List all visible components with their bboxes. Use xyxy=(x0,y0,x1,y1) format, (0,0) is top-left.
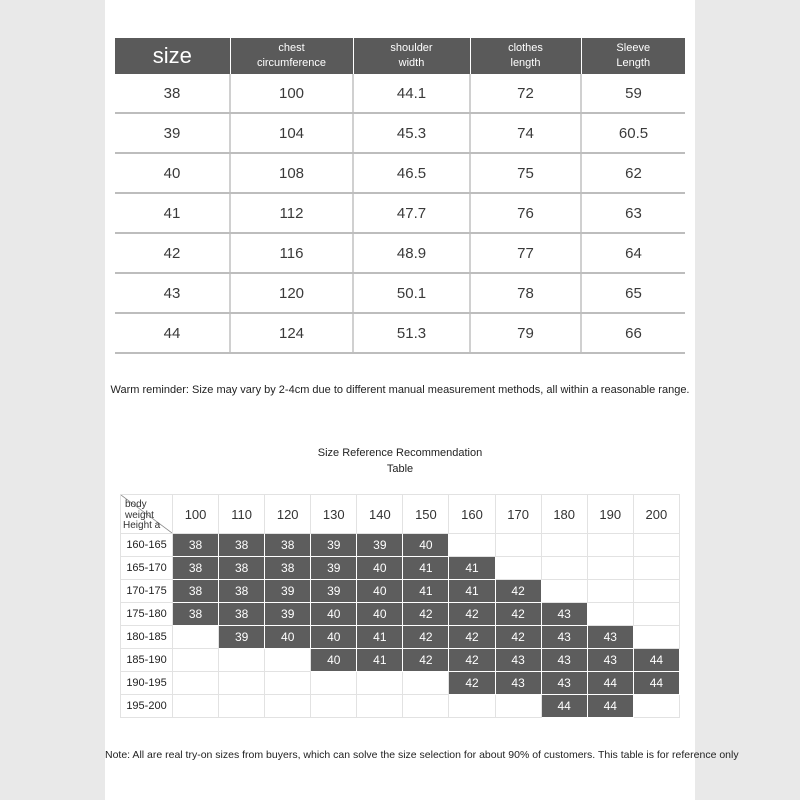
header-shoulder-label: shoulder width xyxy=(390,42,433,69)
footnote: Note: All are real try-on sizes from buyers, which can solve the size selection for about 90% of customers. This table is for reference only xyxy=(105,749,739,761)
size-table-header xyxy=(115,38,685,74)
recommended-size-cell: 43 xyxy=(587,626,633,649)
weight-header-cell: 180 xyxy=(541,495,587,534)
recommended-size-cell: 40 xyxy=(265,626,311,649)
recommended-size-cell: 40 xyxy=(311,626,357,649)
recommended-size-cell: 38 xyxy=(219,534,265,557)
cell-sleeve-length: 62 xyxy=(581,153,685,193)
header-shoulder xyxy=(353,38,470,74)
cell-size: 44 xyxy=(115,313,230,353)
recommended-size-cell: 38 xyxy=(265,557,311,580)
recommended-size-cell: 42 xyxy=(449,672,495,695)
size-row xyxy=(115,273,685,313)
cell-clothes-length: 74 xyxy=(470,113,581,153)
weight-header-cell: 140 xyxy=(357,495,403,534)
weight-header-cell: 200 xyxy=(633,495,679,534)
empty-cell xyxy=(265,649,311,672)
size-row xyxy=(115,193,685,233)
weight-header-cell: 120 xyxy=(265,495,311,534)
empty-cell xyxy=(633,534,679,557)
recommended-size-cell: 39 xyxy=(265,580,311,603)
cell-shoulder: 44.1 xyxy=(353,74,470,113)
recommended-size-cell: 41 xyxy=(403,557,449,580)
empty-cell xyxy=(587,534,633,557)
warm-reminder: Warm reminder: Size may vary by 2-4cm due to different manual measurement methods, all within a reasonable range. xyxy=(110,384,690,396)
weight-header-cell: 190 xyxy=(587,495,633,534)
height-row xyxy=(121,672,680,695)
cell-clothes-length: 72 xyxy=(470,74,581,113)
cell-sleeve-length: 63 xyxy=(581,193,685,233)
recommended-size-cell: 38 xyxy=(219,557,265,580)
height-row xyxy=(121,557,680,580)
empty-cell xyxy=(633,626,679,649)
recommended-size-cell: 41 xyxy=(449,580,495,603)
header-chest-label: chest circumference xyxy=(256,42,327,69)
header-chest xyxy=(230,38,353,74)
recommended-size-cell: 38 xyxy=(265,534,311,557)
empty-cell xyxy=(357,672,403,695)
empty-cell xyxy=(265,695,311,718)
recommended-size-cell: 40 xyxy=(311,649,357,672)
size-row xyxy=(115,153,685,193)
cell-sleeve-length: 60.5 xyxy=(581,113,685,153)
recommended-size-cell: 39 xyxy=(311,557,357,580)
recommended-size-cell: 44 xyxy=(541,695,587,718)
recommended-size-cell: 43 xyxy=(495,649,541,672)
empty-cell xyxy=(495,695,541,718)
empty-cell xyxy=(449,534,495,557)
cell-size: 41 xyxy=(115,193,230,233)
recommended-size-cell: 40 xyxy=(357,603,403,626)
cell-shoulder: 50.1 xyxy=(353,273,470,313)
reference-title-line1: Size Reference Recommendation xyxy=(317,447,483,459)
height-row xyxy=(121,580,680,603)
cell-sleeve-length: 64 xyxy=(581,233,685,273)
height-row xyxy=(121,695,680,718)
empty-cell xyxy=(449,695,495,718)
size-row xyxy=(115,113,685,153)
empty-cell xyxy=(587,603,633,626)
recommended-size-cell: 43 xyxy=(541,626,587,649)
empty-cell xyxy=(633,695,679,718)
header-sleeve-length-label: Sleeve Length xyxy=(616,42,651,69)
cell-shoulder: 47.7 xyxy=(353,193,470,233)
recommended-size-cell: 39 xyxy=(311,534,357,557)
cell-chest: 120 xyxy=(230,273,353,313)
recommended-size-cell: 38 xyxy=(173,603,219,626)
weight-header-cell: 110 xyxy=(219,495,265,534)
recommended-size-cell: 44 xyxy=(633,649,679,672)
cell-shoulder: 51.3 xyxy=(353,313,470,353)
empty-cell xyxy=(173,626,219,649)
cell-chest: 108 xyxy=(230,153,353,193)
recommended-size-cell: 39 xyxy=(265,603,311,626)
empty-cell xyxy=(633,557,679,580)
weight-header-row xyxy=(121,495,680,534)
empty-cell xyxy=(633,603,679,626)
empty-cell xyxy=(541,534,587,557)
header-sleeve-length xyxy=(581,38,685,74)
cell-clothes-length: 79 xyxy=(470,313,581,353)
recommended-size-cell: 40 xyxy=(357,580,403,603)
cell-clothes-length: 77 xyxy=(470,233,581,273)
recommended-size-cell: 40 xyxy=(311,603,357,626)
cell-shoulder: 48.9 xyxy=(353,233,470,273)
empty-cell xyxy=(219,672,265,695)
recommended-size-cell: 43 xyxy=(541,672,587,695)
recommended-size-cell: 42 xyxy=(495,580,541,603)
empty-cell xyxy=(173,695,219,718)
height-label: 165-170 xyxy=(121,557,173,580)
weight-header-cell: 150 xyxy=(403,495,449,534)
recommended-size-cell: 43 xyxy=(495,672,541,695)
height-label: 160-165 xyxy=(121,534,173,557)
cell-size: 38 xyxy=(115,74,230,113)
size-reference-table xyxy=(120,494,680,718)
recommended-size-cell: 39 xyxy=(357,534,403,557)
empty-cell xyxy=(219,649,265,672)
cell-clothes-length: 76 xyxy=(470,193,581,233)
empty-cell xyxy=(311,672,357,695)
recommended-size-cell: 42 xyxy=(403,603,449,626)
cell-shoulder: 46.5 xyxy=(353,153,470,193)
height-label: 185-190 xyxy=(121,649,173,672)
recommended-size-cell: 43 xyxy=(541,649,587,672)
recommended-size-cell: 40 xyxy=(357,557,403,580)
recommended-size-cell: 41 xyxy=(357,626,403,649)
cell-size: 43 xyxy=(115,273,230,313)
recommended-size-cell: 41 xyxy=(449,557,495,580)
empty-cell xyxy=(403,695,449,718)
empty-cell xyxy=(265,672,311,695)
empty-cell xyxy=(219,695,265,718)
height-row xyxy=(121,603,680,626)
recommended-size-cell: 42 xyxy=(403,626,449,649)
height-label: 175-180 xyxy=(121,603,173,626)
cell-sleeve-length: 66 xyxy=(581,313,685,353)
cell-chest: 100 xyxy=(230,74,353,113)
reference-title-line2: Table xyxy=(386,463,414,475)
empty-cell xyxy=(495,557,541,580)
recommended-size-cell: 43 xyxy=(541,603,587,626)
header-clothes-length xyxy=(470,38,581,74)
recommended-size-cell: 38 xyxy=(173,580,219,603)
cell-size: 40 xyxy=(115,153,230,193)
size-row xyxy=(115,74,685,113)
recommended-size-cell: 42 xyxy=(449,626,495,649)
empty-cell xyxy=(587,557,633,580)
recommended-size-cell: 44 xyxy=(587,672,633,695)
recommended-size-cell: 42 xyxy=(495,626,541,649)
empty-cell xyxy=(173,672,219,695)
recommended-size-cell: 42 xyxy=(495,603,541,626)
reference-title xyxy=(105,445,695,477)
height-row xyxy=(121,649,680,672)
cell-shoulder: 45.3 xyxy=(353,113,470,153)
recommended-size-cell: 42 xyxy=(449,649,495,672)
cell-clothes-length: 78 xyxy=(470,273,581,313)
recommended-size-cell: 38 xyxy=(173,557,219,580)
height-label: 170-175 xyxy=(121,580,173,603)
recommended-size-cell: 41 xyxy=(357,649,403,672)
weight-header-cell: 130 xyxy=(311,495,357,534)
cell-chest: 104 xyxy=(230,113,353,153)
cell-clothes-length: 75 xyxy=(470,153,581,193)
empty-cell xyxy=(403,672,449,695)
corner-height-label: Height a xyxy=(123,520,161,531)
header-size: size xyxy=(115,38,230,74)
recommended-size-cell: 40 xyxy=(403,534,449,557)
cell-sleeve-length: 65 xyxy=(581,273,685,313)
cell-sleeve-length: 59 xyxy=(581,74,685,113)
weight-header-cell: 160 xyxy=(449,495,495,534)
empty-cell xyxy=(633,580,679,603)
recommended-size-cell: 39 xyxy=(311,580,357,603)
recommended-size-cell: 41 xyxy=(403,580,449,603)
recommended-size-cell: 39 xyxy=(219,626,265,649)
recommended-size-cell: 44 xyxy=(633,672,679,695)
weight-header-cell: 100 xyxy=(173,495,219,534)
recommended-size-cell: 43 xyxy=(587,649,633,672)
size-chart-page xyxy=(105,0,739,800)
weight-header-cell: 170 xyxy=(495,495,541,534)
height-label: 180-185 xyxy=(121,626,173,649)
recommended-size-cell: 38 xyxy=(173,534,219,557)
recommended-size-cell: 38 xyxy=(219,580,265,603)
size-row xyxy=(115,233,685,273)
height-row xyxy=(121,534,680,557)
header-clothes-length-label: clothes length xyxy=(508,42,543,69)
cell-chest: 116 xyxy=(230,233,353,273)
recommended-size-cell: 42 xyxy=(449,603,495,626)
empty-cell xyxy=(357,695,403,718)
corner-cell xyxy=(121,495,173,534)
empty-cell xyxy=(541,580,587,603)
height-label: 190-195 xyxy=(121,672,173,695)
recommended-size-cell: 38 xyxy=(219,603,265,626)
size-row xyxy=(115,313,685,353)
height-row xyxy=(121,626,680,649)
cell-size: 42 xyxy=(115,233,230,273)
empty-cell xyxy=(311,695,357,718)
recommended-size-cell: 44 xyxy=(587,695,633,718)
cell-chest: 124 xyxy=(230,313,353,353)
recommended-size-cell: 42 xyxy=(403,649,449,672)
cell-chest: 112 xyxy=(230,193,353,233)
corner-weight-label: body weight xyxy=(125,499,154,521)
empty-cell xyxy=(541,557,587,580)
empty-cell xyxy=(173,649,219,672)
cell-size: 39 xyxy=(115,113,230,153)
empty-cell xyxy=(587,580,633,603)
empty-cell xyxy=(495,534,541,557)
size-measurement-table xyxy=(115,38,685,354)
height-label: 195-200 xyxy=(121,695,173,718)
